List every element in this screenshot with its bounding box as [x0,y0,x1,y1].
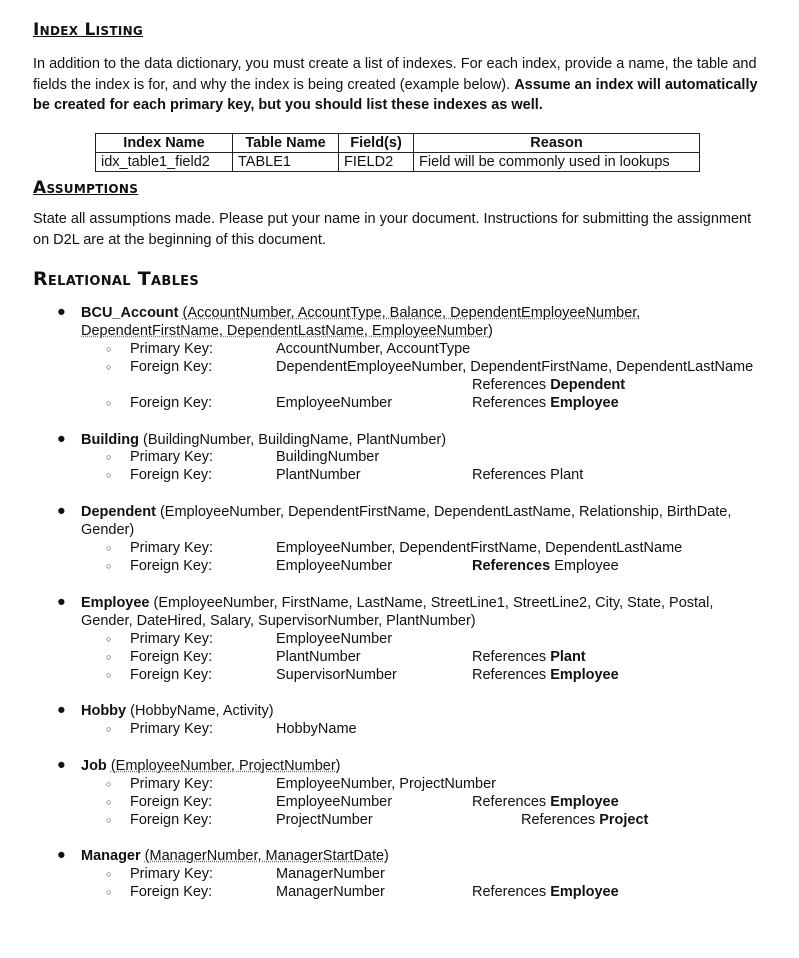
fk-columns: DependentEmployeeNumber, DependentFirstName, DependentLastName [276,359,754,375]
building-entry [81,431,446,449]
bullet-icon: ● [57,431,66,447]
pk-columns: ManagerNumber [276,866,385,882]
pk-columns: AccountNumber, AccountType [276,341,471,357]
fk-columns: PlantNumber [276,467,361,483]
fk-columns: PlantNumber [276,649,361,665]
sub-bullet-icon: ○ [106,344,112,354]
fk-columns: EmployeeNumber [276,794,393,810]
cell-fields: FIELD2 [339,153,414,172]
sub-bullet-icon: ○ [106,724,112,734]
attribute-list: (HobbyName, Activity) [130,703,274,719]
attribute-list: (EmployeeNumber, ProjectNumber) [110,758,341,774]
pk-label: Primary Key: [130,721,213,737]
hobby-entry [81,702,274,720]
referenced-table: Project [599,812,649,828]
assumptions-heading: Assumptions [33,178,139,198]
sub-bullet-icon: ○ [106,815,112,825]
attribute-list: (EmployeeNumber, DependentFirstName, DependentLastName, Relationship, BirthDate, [159,504,732,520]
fk-references [472,666,619,684]
fk-references [472,883,619,901]
attribute-list: (ManagerNumber, ManagerStartDate) [144,848,389,864]
table-name: Building [81,432,139,448]
sub-bullet-icon: ○ [106,670,112,680]
references-label: References [472,395,547,411]
dependent-entry [81,503,731,521]
referenced-table: Employee [550,395,619,411]
referenced-table: Employee [550,667,619,683]
fk-references [472,376,625,394]
col-reason: Reason [414,134,700,153]
fk-label: Foreign Key: [130,359,213,375]
manager-entry [81,847,389,865]
pk-columns: HobbyName [276,721,357,737]
fk-columns: EmployeeNumber [276,558,393,574]
bullet-icon: ● [57,304,66,320]
bcu-account-entry [81,304,640,322]
fk-columns: EmployeeNumber [276,395,393,411]
fk-columns: SupervisorNumber [276,667,397,683]
referenced-table: Plant [550,649,586,665]
fk-columns: ManagerNumber [276,884,385,900]
references-label: References [521,812,596,828]
index-example-table [95,133,700,172]
referenced-table: Employee [550,884,619,900]
sub-bullet-icon: ○ [106,634,112,644]
fk-label: Foreign Key: [130,667,213,683]
attribute-list-continued: Gender, DateHired, Salary, SupervisorNumber, PlantNumber) [81,613,476,629]
sub-bullet-icon: ○ [106,561,112,571]
bullet-icon: ● [57,847,66,863]
sub-bullet-icon: ○ [106,362,112,372]
fk-references [472,394,619,412]
table-name: Job [81,758,107,774]
col-fields: Field(s) [339,134,414,153]
assumptions-paragraph: State all assumptions made. Please put your name in your document. Instructions for submitting the assignment on D2L are at the beginning of this document. [33,211,752,248]
index-listing-heading: Index Listing [33,20,144,40]
fk-columns: ProjectNumber [276,812,373,828]
bullet-icon: ● [57,594,66,610]
relational-tables-heading: Relational Tables [33,268,199,290]
sub-bullet-icon: ○ [106,869,112,879]
fk-references [472,648,586,666]
table-name: BCU_Account [81,305,179,321]
pk-label: Primary Key: [130,776,213,792]
pk-columns: EmployeeNumber [276,631,393,647]
intro-bold-text: Assume an index will automatically be created for each primary key, but you should list these indexes as well. [33,76,758,113]
sub-bullet-icon: ○ [106,797,112,807]
sub-bullet-icon: ○ [106,452,112,462]
fk-references [472,793,619,811]
sub-bullet-icon: ○ [106,470,112,480]
cell-table-name: TABLE1 [233,153,339,172]
col-index-name: Index Name [96,134,233,153]
pk-label: Primary Key: [130,341,213,357]
job-entry [81,757,340,775]
pk-columns: EmployeeNumber, ProjectNumber [276,776,497,792]
employee-entry [81,594,713,612]
pk-label: Primary Key: [130,866,213,882]
attribute-list: (EmployeeNumber, FirstName, LastName, StreetLine1, StreetLine2, City, State, Postal, [153,595,714,611]
table-header-row [96,134,700,153]
cell-reason: Field will be commonly used in lookups [414,153,700,172]
references-label: References [472,377,547,393]
pk-columns: BuildingNumber [276,449,380,465]
fk-references [521,811,648,829]
bullet-icon: ● [57,702,66,718]
sub-bullet-icon: ○ [106,779,112,789]
referenced-table: Employee [550,794,619,810]
fk-label: Foreign Key: [130,395,213,411]
references-label: References [472,649,547,665]
sub-bullet-icon: ○ [106,652,112,662]
table-name: Manager [81,848,141,864]
bullet-icon: ● [57,757,66,773]
index-intro-paragraph [33,54,763,116]
cell-index-name: idx_table1_field2 [96,153,233,172]
intro-text: In addition to the data dictionary, you must create a list of indexes. For each index, provide a name, the table and fields the index is for, and why the index is being created (example below). [33,56,757,93]
sub-bullet-icon: ○ [106,543,112,553]
fk-label: Foreign Key: [130,812,213,828]
fk-label: Foreign Key: [130,649,213,665]
attribute-list-continued: DependentFirstName, DependentLastName, EmployeeNumber) [81,323,493,339]
fk-label: Foreign Key: [130,467,213,483]
attribute-list: (AccountNumber, AccountType, Balance, DependentEmployeeNumber, [182,305,641,321]
references-label: References [472,667,547,683]
fk-label: Foreign Key: [130,884,213,900]
fk-references: References Plant [472,467,584,483]
references-label: References [472,884,547,900]
attribute-list: (BuildingNumber, BuildingName, PlantNumber) [143,432,447,448]
attribute-list-continued: Gender) [81,522,135,538]
fk-label: Foreign Key: [130,558,213,574]
pk-label: Primary Key: [130,631,213,647]
sub-bullet-icon: ○ [106,398,112,408]
sub-bullet-icon: ○ [106,887,112,897]
table-name: Hobby [81,703,127,719]
references-label: References [472,794,547,810]
pk-label: Primary Key: [130,540,213,556]
fk-references [472,557,619,575]
pk-columns: EmployeeNumber, DependentFirstName, DependentLastName [276,540,683,556]
referenced-table: Dependent [550,377,626,393]
fk-label: Foreign Key: [130,794,213,810]
pk-label: Primary Key: [130,449,213,465]
references-label: References [472,558,551,574]
table-name: Dependent [81,504,156,520]
bullet-icon: ● [57,503,66,519]
col-table-name: Table Name [233,134,339,153]
table-name: Employee [81,595,150,611]
referenced-table: Employee [554,558,619,574]
table-row [96,153,700,172]
